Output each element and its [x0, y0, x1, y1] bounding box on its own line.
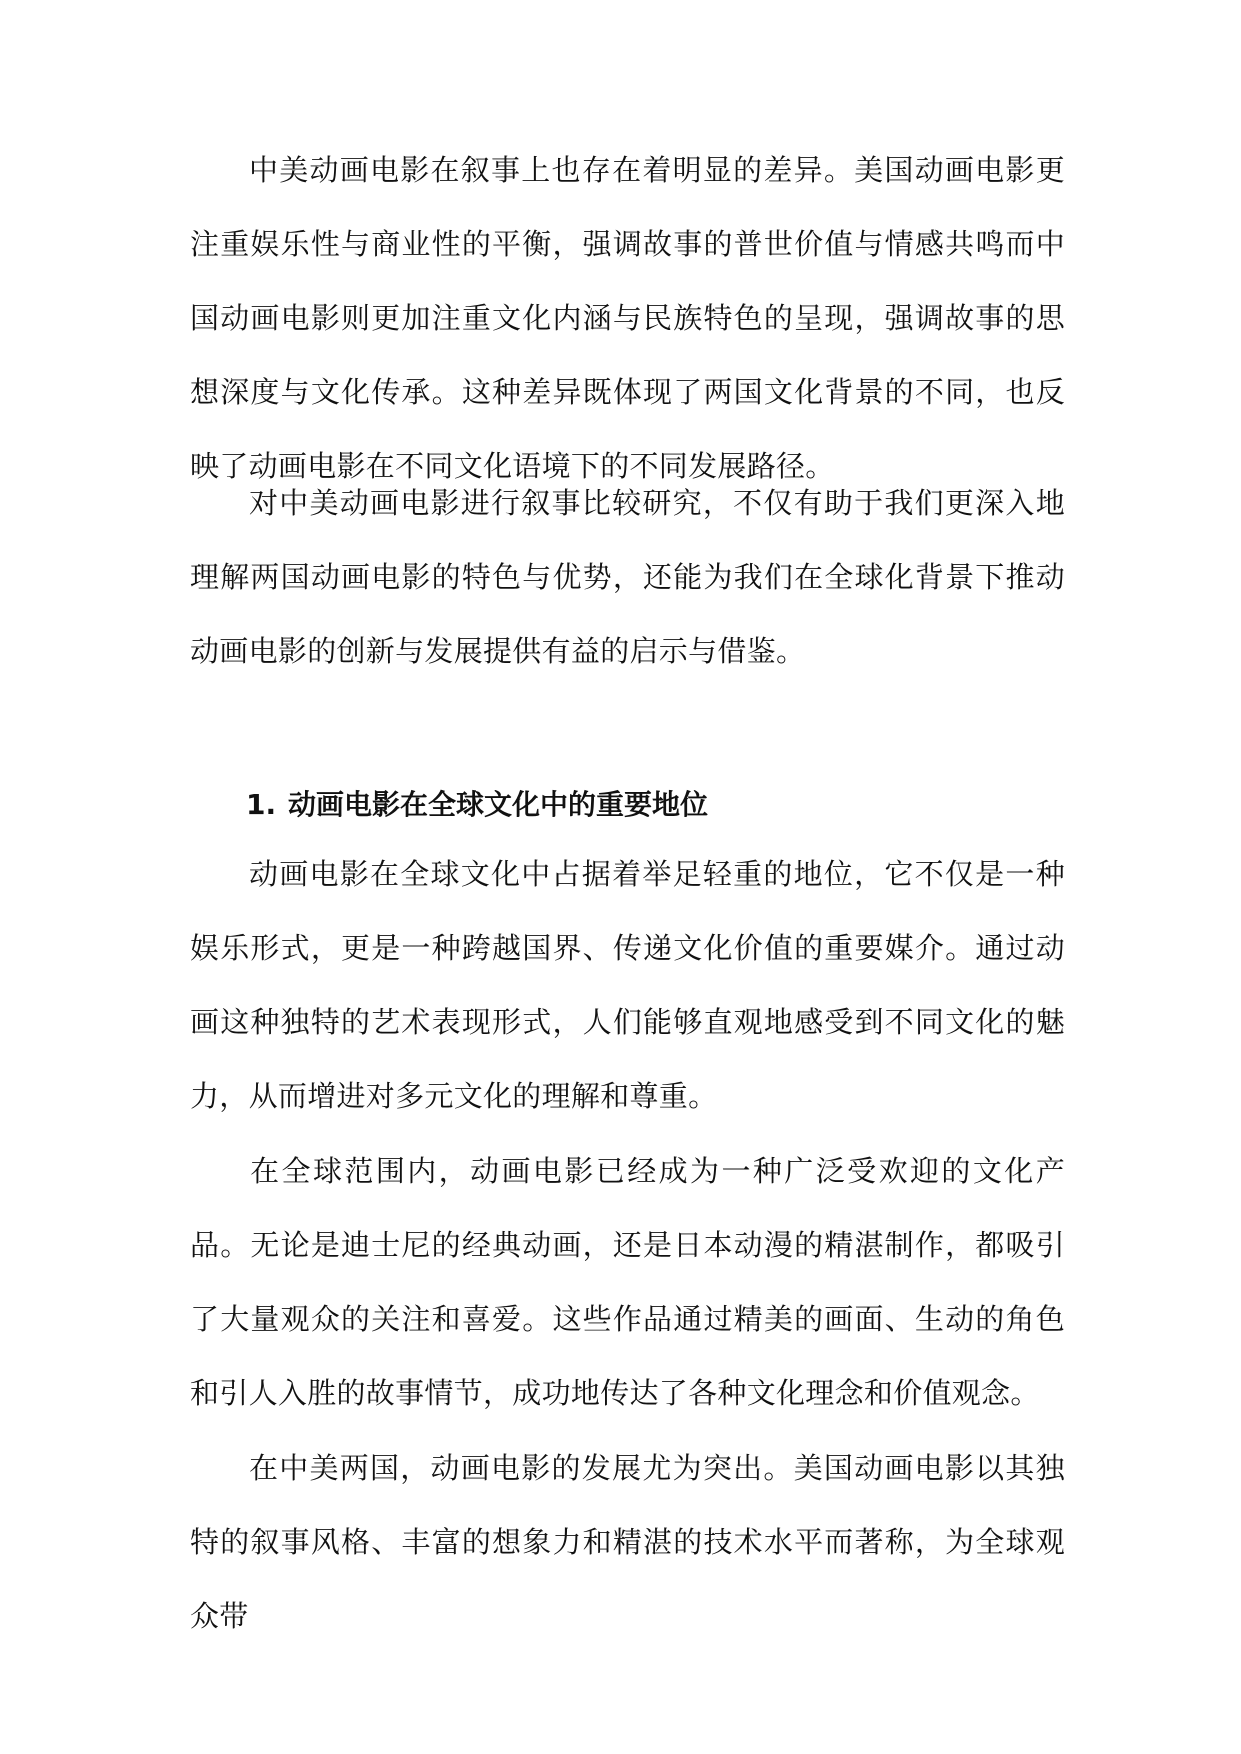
section-heading [246, 785, 708, 825]
paragraph-global-popularity [190, 1134, 1065, 1430]
paragraph-text: 在全球范围内，动画电影已经成为一种广泛受欢迎的文化产品。无论是迪士尼的经典动画，还是日本动漫的精湛制作，都吸引了大量观众的关注和喜爱。这些作品通过精美的画面、生动的角色和引人入胜的故事情节，成功地传达了各种文化理念和价值观念。 [190, 1154, 1065, 1410]
paragraph-text: 中美动画电影在叙事上也存在着明显的差异。美国动画电影更注重娱乐性与商业性的平衡，强调故事的普世价值与情感共鸣而中国动画电影则更加注重文化内涵与民族特色的呈现，强调故事的思想深度与文化传承。这种差异既体现了两国文化背景的不同，也反映了动画电影在不同文化语境下的不同发展路径。 [190, 153, 1065, 483]
paragraph-comparative-study [190, 466, 1065, 688]
paragraph-text: 对中美动画电影进行叙事比较研究，不仅有助于我们更深入地理解两国动画电影的特色与优势，还能为我们在全球化背景下推动动画电影的创新与发展提供有益的启示与借鉴。 [190, 486, 1065, 668]
paragraph-text: 在中美两国，动画电影的发展尤为突出。美国动画电影以其独特的叙事风格、丰富的想象力和精湛的技术水平而著称，为全球观众带 [190, 1451, 1065, 1633]
paragraph-global-status [190, 837, 1065, 1133]
paragraph-china-us-development [190, 1431, 1065, 1653]
section-title: 动画电影在全球文化中的重要地位 [288, 788, 709, 821]
paragraph-text: 动画电影在全球文化中占据着举足轻重的地位，它不仅是一种娱乐形式，更是一种跨越国界、传递文化价值的重要媒介。通过动画这种独特的艺术表现形式，人们能够直观地感受到不同文化的魅力，从而增进对多元文化的理解和尊重。 [190, 857, 1065, 1113]
section-number: 1. [246, 788, 277, 821]
paragraph-narrative-differences [190, 133, 1065, 503]
